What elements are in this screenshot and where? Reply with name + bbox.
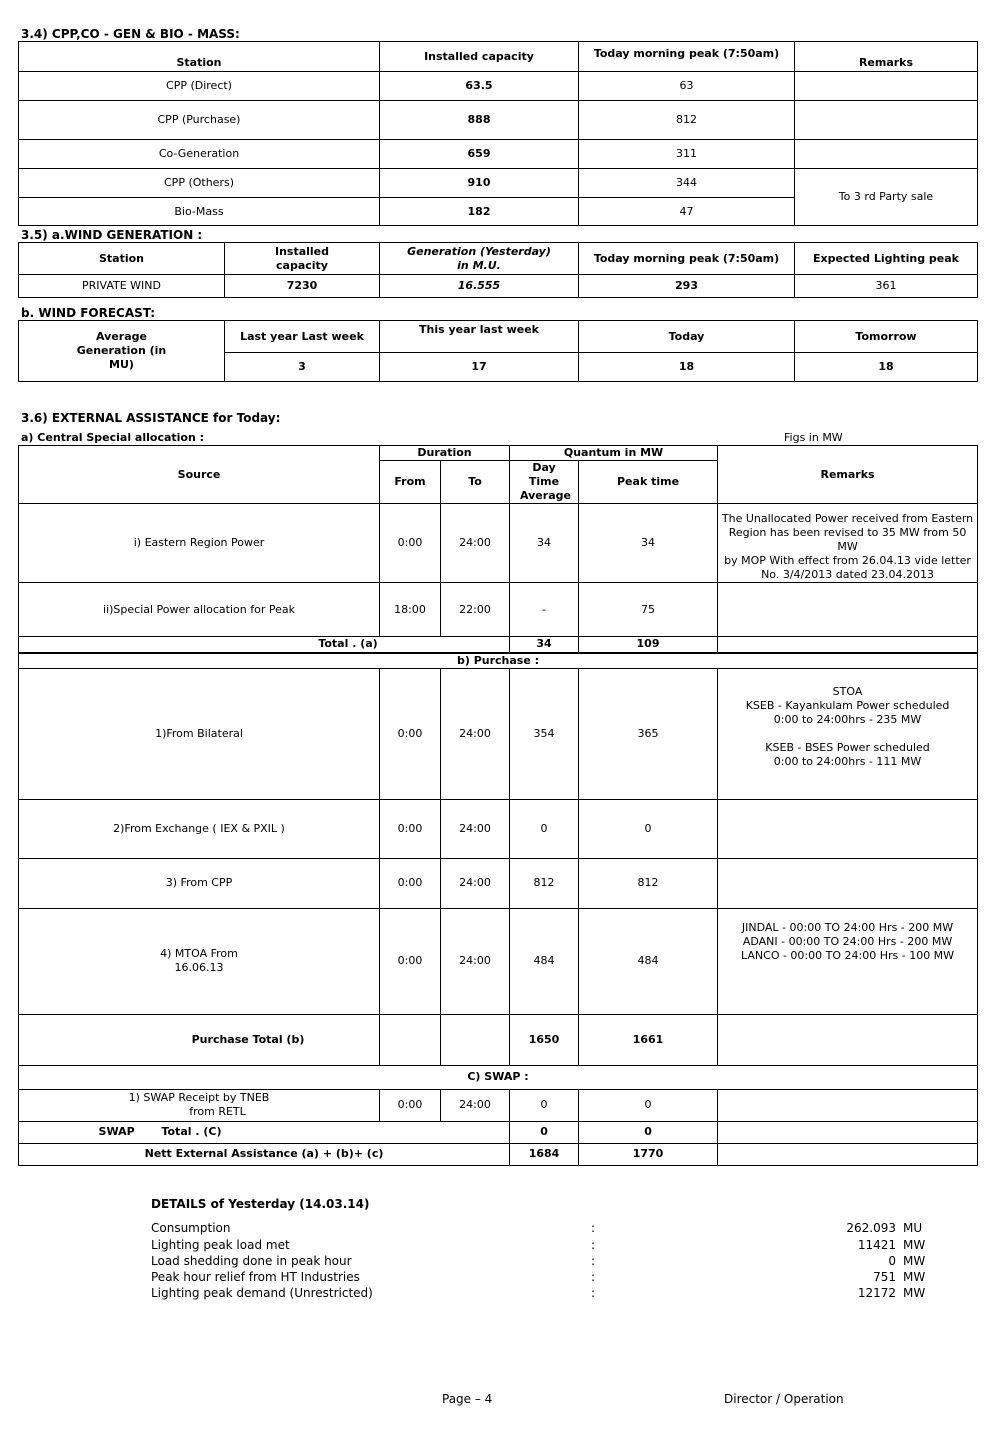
peak-time: 484 bbox=[579, 908, 718, 1014]
remark-line: KSEB - BSES Power scheduled bbox=[765, 740, 930, 754]
day-time-average: 484 bbox=[510, 908, 579, 1014]
swap-total-row bbox=[19, 1121, 978, 1143]
source-mtoa bbox=[19, 908, 380, 1014]
duration-to: 24:00 bbox=[441, 799, 510, 858]
installed-capacity: 910 bbox=[380, 169, 579, 198]
detail-value: 12172 bbox=[857, 1286, 896, 1300]
day-time-average: - bbox=[510, 583, 579, 637]
duration-to: 24:00 bbox=[441, 668, 510, 799]
detail-value: 0 bbox=[888, 1254, 896, 1268]
nett-label: Nett External Assistance (a) + (b)+ (c) bbox=[19, 1143, 510, 1165]
detail-unit: MW bbox=[903, 1254, 926, 1268]
col-this-year-last-week: This year last week bbox=[380, 321, 579, 353]
swap-section-row bbox=[19, 1065, 978, 1089]
table-row bbox=[19, 668, 978, 799]
remarks-cell bbox=[795, 140, 978, 169]
day-time-average: 0 bbox=[510, 1089, 579, 1121]
wind-header-row bbox=[19, 243, 978, 275]
remarks-cell bbox=[718, 858, 978, 908]
detail-unit: MW bbox=[903, 1238, 926, 1252]
peak-time: 34 bbox=[579, 504, 718, 583]
duration-to: 24:00 bbox=[441, 504, 510, 583]
remarks-cell bbox=[718, 1121, 978, 1143]
wind-forecast-table bbox=[18, 320, 978, 382]
detail-separator: : bbox=[591, 1286, 596, 1300]
forecast-value: 17 bbox=[380, 353, 579, 382]
col-morning-peak: Today morning peak (7:50am) bbox=[579, 42, 795, 72]
detail-label: Load shedding done in peak hour bbox=[151, 1254, 352, 1268]
total-a-row bbox=[19, 637, 978, 653]
col-installed-capacity: Installed capacity bbox=[380, 42, 579, 72]
duration-from: 0:00 bbox=[380, 799, 441, 858]
purchase-total-peak: 1661 bbox=[579, 1014, 718, 1065]
station-name: Bio-Mass bbox=[19, 198, 380, 226]
remark-line: STOA bbox=[832, 684, 863, 698]
swap-heading: C) SWAP : bbox=[19, 1065, 978, 1089]
duration-from: 0:00 bbox=[380, 1089, 441, 1121]
source-line: 1) SWAP Receipt by TNEB bbox=[128, 1091, 270, 1104]
remark-line: 0:00 to 24:00hrs - 111 MW bbox=[773, 754, 922, 768]
detail-value: 11421 bbox=[857, 1238, 896, 1252]
peak-time: 812 bbox=[579, 858, 718, 908]
total-a-label: Total . (a) bbox=[19, 637, 510, 653]
central-allocation-heading: a) Central Special allocation : bbox=[21, 431, 205, 444]
remarks-eastern-region bbox=[718, 504, 978, 583]
forecast-header-row bbox=[19, 321, 978, 353]
wind-table bbox=[18, 242, 978, 298]
col-to: To bbox=[441, 461, 510, 504]
remarks-cell bbox=[718, 1143, 978, 1165]
source-line: 16.06.13 bbox=[174, 961, 224, 974]
source-swap bbox=[19, 1089, 380, 1121]
duration-to: 24:00 bbox=[441, 858, 510, 908]
nett-peak: 1770 bbox=[579, 1143, 718, 1165]
remark-line: by MOP With effect from 26.04.13 vide letter bbox=[724, 554, 971, 567]
nett-row bbox=[19, 1143, 978, 1165]
detail-label: Peak hour relief from HT Industries bbox=[151, 1270, 360, 1284]
col-from: From bbox=[380, 461, 441, 504]
table-row bbox=[19, 858, 978, 908]
details-heading: DETAILS of Yesterday (14.03.14) bbox=[151, 1197, 370, 1211]
nett-average: 1684 bbox=[510, 1143, 579, 1165]
col-tomorrow: Tomorrow bbox=[795, 321, 978, 353]
source-name: ii)Special Power allocation for Peak bbox=[19, 583, 380, 637]
col-quantum: Quantum in MW bbox=[510, 446, 718, 461]
signatory: Director / Operation bbox=[724, 1392, 844, 1406]
col-expected-lighting-peak: Expected Lighting peak bbox=[795, 243, 978, 275]
forecast-value: 18 bbox=[579, 353, 795, 382]
remark-line: 0:00 to 24:00hrs - 235 MW bbox=[773, 712, 922, 726]
ea-header-row-1 bbox=[19, 446, 978, 461]
purchase-heading: b) Purchase : bbox=[19, 653, 978, 669]
station-name: CPP (Direct) bbox=[19, 72, 380, 101]
forecast-value: 18 bbox=[795, 353, 978, 382]
detail-separator: : bbox=[591, 1238, 596, 1252]
cpp-table bbox=[18, 41, 978, 226]
detail-label: Lighting peak demand (Unrestricted) bbox=[151, 1286, 373, 1300]
detail-separator: : bbox=[591, 1254, 596, 1268]
col-station: Station bbox=[19, 243, 225, 275]
duration-from: 0:00 bbox=[380, 668, 441, 799]
duration-to: 24:00 bbox=[441, 908, 510, 1014]
peak-time: 0 bbox=[579, 799, 718, 858]
table-row bbox=[19, 799, 978, 858]
remark-line: No. 3/4/2013 dated 23.04.2013 bbox=[761, 568, 934, 581]
installed-capacity: 659 bbox=[380, 140, 579, 169]
duration-to: 24:00 bbox=[441, 1089, 510, 1121]
remarks-mtoa bbox=[718, 908, 978, 1014]
table-row bbox=[19, 140, 978, 169]
col-day-time-average: Day Time Average bbox=[510, 461, 579, 504]
units-note: Figs in MW bbox=[784, 431, 843, 444]
morning-peak: 293 bbox=[579, 275, 795, 298]
duration-from: 18:00 bbox=[380, 583, 441, 637]
swap-total-average: 0 bbox=[510, 1121, 579, 1143]
remarks-cell bbox=[718, 583, 978, 637]
remark-spacer bbox=[720, 727, 975, 741]
detail-separator: : bbox=[591, 1221, 596, 1235]
remark-line: KSEB - Kayankulam Power scheduled bbox=[745, 698, 950, 712]
col-installed-capacity: Installed capacity bbox=[225, 243, 380, 275]
detail-label: Lighting peak load met bbox=[151, 1238, 290, 1252]
table-row bbox=[19, 275, 978, 298]
external-assistance-table bbox=[18, 445, 978, 1166]
table-row bbox=[19, 72, 978, 101]
col-remarks: Remarks bbox=[718, 446, 978, 504]
col-last-year-last-week: Last year Last week bbox=[225, 321, 380, 353]
detail-separator: : bbox=[591, 1270, 596, 1284]
station-name: Co-Generation bbox=[19, 140, 380, 169]
purchase-total-row bbox=[19, 1014, 978, 1065]
col-morning-peak: Today morning peak (7:50am) bbox=[579, 243, 795, 275]
col-duration: Duration bbox=[380, 446, 510, 461]
purchase-section-row bbox=[19, 653, 978, 669]
morning-peak: 63 bbox=[579, 72, 795, 101]
duration-to: 22:00 bbox=[441, 583, 510, 637]
expected-lighting-peak: 361 bbox=[795, 275, 978, 298]
remarks-cell bbox=[718, 1014, 978, 1065]
cpp-header-row bbox=[19, 42, 978, 72]
detail-value: 751 bbox=[873, 1270, 896, 1284]
forecast-label: Average Generation (in MU) bbox=[19, 321, 225, 382]
source-name: i) Eastern Region Power bbox=[19, 504, 380, 583]
remark-line: JINDAL - 00:00 TO 24:00 Hrs - 200 MW bbox=[741, 920, 954, 934]
installed-capacity: 888 bbox=[380, 101, 579, 140]
duration-from: 0:00 bbox=[380, 504, 441, 583]
station-name: PRIVATE WIND bbox=[19, 275, 225, 298]
swap-total-peak: 0 bbox=[579, 1121, 718, 1143]
col-today: Today bbox=[579, 321, 795, 353]
forecast-value: 3 bbox=[225, 353, 380, 382]
col-source: Source bbox=[19, 446, 380, 504]
installed-capacity: 182 bbox=[380, 198, 579, 226]
detail-unit: MW bbox=[903, 1270, 926, 1284]
station-name: CPP (Purchase) bbox=[19, 101, 380, 140]
remark-line: The Unallocated Power received from Eastern bbox=[721, 512, 974, 525]
table-row bbox=[19, 101, 978, 140]
detail-unit: MU bbox=[903, 1221, 923, 1235]
generation-yesterday: 16.555 bbox=[380, 275, 579, 298]
purchase-total-average: 1650 bbox=[510, 1014, 579, 1065]
remark-line: LANCO - 00:00 TO 24:00 Hrs - 100 MW bbox=[741, 948, 955, 962]
remarks-cell bbox=[718, 799, 978, 858]
morning-peak: 47 bbox=[579, 198, 795, 226]
station-name: CPP (Others) bbox=[19, 169, 380, 198]
remarks-bilateral bbox=[718, 668, 978, 799]
swap-total-label: SWAP Total . (C) bbox=[19, 1121, 510, 1143]
morning-peak: 812 bbox=[579, 101, 795, 140]
remarks-cell bbox=[718, 637, 978, 653]
table-row bbox=[19, 169, 978, 198]
day-time-average: 0 bbox=[510, 799, 579, 858]
col-station: Station bbox=[19, 42, 380, 72]
source-line: from RETL bbox=[189, 1105, 246, 1118]
day-time-average: 812 bbox=[510, 858, 579, 908]
detail-unit: MW bbox=[903, 1286, 926, 1300]
purchase-total-label: Purchase Total (b) bbox=[19, 1014, 380, 1065]
source-name: 1)From Bilateral bbox=[19, 668, 380, 799]
detail-value: 262.093 bbox=[846, 1221, 896, 1235]
source-line: 4) MTOA From bbox=[160, 947, 238, 960]
remark-line: ADANI - 00:00 TO 24:00 Hrs - 200 MW bbox=[742, 934, 953, 948]
detail-label: Consumption bbox=[151, 1221, 231, 1235]
remarks-cell bbox=[795, 101, 978, 140]
total-a-peak: 109 bbox=[579, 637, 718, 653]
day-time-average: 354 bbox=[510, 668, 579, 799]
source-name: 3) From CPP bbox=[19, 858, 380, 908]
duration-from: 0:00 bbox=[380, 858, 441, 908]
source-name: 2)From Exchange ( IEX & PXIL ) bbox=[19, 799, 380, 858]
remarks-cell bbox=[718, 1089, 978, 1121]
installed-capacity: 7230 bbox=[225, 275, 380, 298]
remarks-cell bbox=[795, 72, 978, 101]
empty-cell bbox=[441, 1014, 510, 1065]
section-3-4-heading: 3.4) CPP,CO - GEN & BIO - MASS: bbox=[21, 27, 240, 41]
remarks-third-party: To 3 rd Party sale bbox=[795, 169, 978, 226]
peak-time: 75 bbox=[579, 583, 718, 637]
table-row bbox=[19, 908, 978, 1014]
wind-forecast-heading: b. WIND FORECAST: bbox=[21, 306, 156, 320]
section-3-6-heading: 3.6) EXTERNAL ASSISTANCE for Today: bbox=[21, 411, 281, 425]
peak-time: 365 bbox=[579, 668, 718, 799]
col-remarks: Remarks bbox=[795, 42, 978, 72]
morning-peak: 344 bbox=[579, 169, 795, 198]
empty-cell bbox=[380, 1014, 441, 1065]
duration-from: 0:00 bbox=[380, 908, 441, 1014]
installed-capacity: 63.5 bbox=[380, 72, 579, 101]
table-row bbox=[19, 504, 978, 583]
remark-line: Region has been revised to 35 MW from 50 MW bbox=[728, 526, 967, 553]
morning-peak: 311 bbox=[579, 140, 795, 169]
col-peak-time: Peak time bbox=[579, 461, 718, 504]
page-number: Page – 4 bbox=[442, 1392, 493, 1406]
table-row bbox=[19, 583, 978, 637]
table-row bbox=[19, 1089, 978, 1121]
col-generation-yesterday: Generation (Yesterday) in M.U. bbox=[380, 243, 579, 275]
section-3-5-heading: 3.5) a.WIND GENERATION : bbox=[21, 228, 203, 242]
day-time-average: 34 bbox=[510, 504, 579, 583]
peak-time: 0 bbox=[579, 1089, 718, 1121]
total-a-average: 34 bbox=[510, 637, 579, 653]
